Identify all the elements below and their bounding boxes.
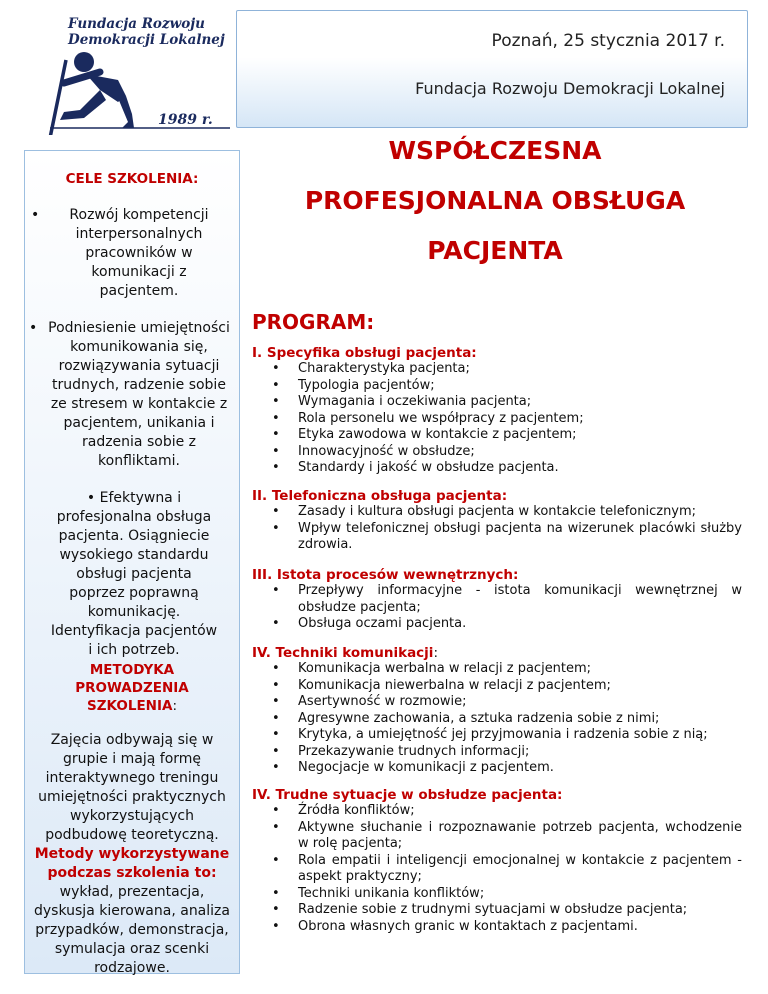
goal-item-1: Rozwój kompetencji interpersonalnych pracowników w komunikacji z pacjentem. (69, 207, 209, 299)
bullet-icon: • (272, 443, 280, 459)
list-item (272, 460, 742, 477)
bullet-icon: • (272, 852, 280, 868)
program-section-1 (252, 345, 742, 477)
sidebar (24, 150, 240, 974)
section-title-colon: : (433, 645, 439, 661)
list-item-text: Wpływ telefonicznej obsługi pacjenta na wizerunek placówki służby zdrowia. (298, 520, 742, 552)
program-section-4 (252, 645, 742, 777)
bullet-icon: • (272, 694, 280, 709)
bullet-icon: • (272, 885, 280, 901)
method-list: wykład, prezentacja, dyskusja kierowana, analiza przypadków, demonstracja, symulacja oraz scenki rodzajowe. (34, 884, 230, 976)
foundation-logo (40, 10, 230, 135)
list-item-text: Radzenie sobie z trudnymi sytuacjami w obsłudze pacjenta; (298, 902, 688, 917)
program-section-5 (252, 787, 742, 935)
list-item-text: Wymagania i oczekiwania pacjenta; (298, 394, 532, 409)
list-item (272, 520, 742, 554)
goals-heading: CELE SZKOLENIA: (65, 171, 199, 187)
bullet-icon: • (272, 803, 280, 818)
list-item (272, 819, 742, 853)
list-item (272, 361, 742, 378)
program-section-3 (252, 567, 742, 633)
title-line-3: PACJENTA (427, 236, 563, 265)
list-item-text: Etyka zawodowa w kontakcie z pacjentem; (298, 427, 577, 442)
bullet-icon: • (272, 918, 280, 934)
bullet-icon: • (272, 710, 280, 726)
list-item (272, 677, 742, 695)
list-item-text: Charakterystyka pacjenta; (298, 361, 470, 376)
bullet-icon: • (272, 727, 280, 742)
section-title-text: IV. Techniki komunikacji (252, 645, 434, 661)
logo-year: 1989 r. (158, 112, 213, 128)
method-heading (55, 661, 209, 715)
list-item (272, 918, 742, 936)
section-title (252, 645, 742, 661)
list-item-text: Przepływy informacyjne - istota komunikacji wewnętrznej w obsłudze pacjenta; (298, 583, 742, 615)
list-item (272, 902, 742, 919)
list-item (272, 710, 742, 728)
list-item-text: Rola empatii i inteligencji emocjonalnej w kontakcie z pacjentem - aspekt praktyczny; (298, 852, 742, 884)
list-item (272, 443, 742, 461)
header-box (236, 10, 748, 128)
list-item-text: Standardy i jakość w obsłudze pacjenta. (298, 460, 559, 475)
logo-org-line1: Fundacja Rozwoju (68, 16, 205, 32)
list-item (272, 743, 742, 761)
list-item-text: Komunikacja werbalna w relacji z pacjentem; (298, 661, 592, 676)
list-item-text: Źródła konfliktów; (298, 803, 415, 818)
section-title: III. Istota procesów wewnętrznych: (252, 567, 519, 583)
title-line-2: PROFESJONALNA OBSŁUGA (304, 186, 686, 215)
bullet-icon: • (272, 394, 280, 409)
bullet-icon: • (272, 743, 280, 759)
list-item-text: Typologia pacjentów; (298, 377, 435, 393)
bullet-icon: • (272, 902, 280, 917)
list-item-text: Krytyka, a umiejętność jej przyjmowania i radzenia sobie z nią; (298, 727, 708, 742)
list-item (272, 616, 742, 633)
bullet-icon: • (272, 460, 280, 475)
method-text: Zajęcia odbywają się w grupie i mają formę interaktywnego treningu umiejętności praktycznych wykorzystujących podbudowę teoretyczną. (38, 732, 226, 843)
list-item-text: Obsługa oczami pacjenta. (298, 616, 467, 631)
bullet-icon: • (272, 760, 280, 775)
list-item-text: Negocjacje w komunikacji z pacjentem. (298, 760, 554, 775)
bullet-icon: • (272, 427, 280, 442)
list-item-text: Innowacyjność w obsłudze; (298, 443, 475, 459)
bullet-icon: • (272, 616, 280, 631)
list-item (272, 727, 742, 744)
header-organization: Fundacja Rozwoju Demokracji Lokalnej (415, 79, 725, 98)
list-item (272, 852, 742, 886)
document-date: Poznań, 25 stycznia 2017 r. (491, 31, 725, 51)
method-heading-colon: : (172, 698, 177, 714)
section-title: IV. Trudne sytuacje w obsłudze pacjenta: (252, 787, 563, 803)
bullet-icon: • (272, 583, 280, 598)
bullet-icon: • (272, 661, 280, 676)
bullet-icon: • (272, 361, 280, 376)
list-item (272, 694, 742, 711)
logo-org-line2: Demokracji Lokalnej (68, 32, 225, 48)
bullet-icon: • (272, 819, 280, 835)
bullet-icon: • (272, 504, 280, 519)
list-item (272, 583, 742, 616)
method-heading-text: METODYKA PROWADZENIA SZKOLENIA (75, 662, 189, 714)
bullet-icon: • (272, 377, 280, 393)
list-item-text: Przekazywanie trudnych informacji; (298, 743, 530, 759)
list-item (272, 410, 742, 428)
list-item (272, 661, 742, 678)
program-section-2 (252, 488, 742, 554)
goal-item-2: Podniesienie umiejętności komunikowania się, rozwiązywania sytuacji trudnych, radzenie sobie ze stresem w kontakcie z pacjentem, unikania i radzenia sobie z konfliktami. (48, 320, 230, 469)
bullet-icon: • (272, 677, 280, 693)
list-item-text: Aktywne słuchanie i rozpoznawanie potrzeb pacjenta, wchodzenie w rolę pacjenta; (298, 819, 742, 851)
list-item (272, 394, 742, 411)
list-item-text: Obrona własnych granic w kontaktach z pacjentami. (298, 918, 638, 934)
title-line-1: WSPÓŁCZESNA (388, 136, 602, 165)
goal-item-3-text: Efektywna i profesjonalna obsługa pacjenta. Osiągniecie wysokiego standardu obsługi pacjenta poprzez poprawną komunikację. Identyfikacja pacjentów i ich potrzeb. (50, 490, 218, 658)
section-title: II. Telefoniczna obsługa pacjenta: (252, 488, 508, 504)
bullet-icon: • (31, 207, 40, 223)
list-item (272, 504, 742, 521)
method-description (31, 731, 233, 978)
bullet-icon: • (86, 490, 96, 506)
list-item-text: Komunikacja niewerbalna w relacji z pacjentem; (298, 677, 611, 693)
bullet-icon: • (29, 320, 38, 336)
goal-item-3 (49, 489, 219, 660)
program-heading: PROGRAM: (252, 310, 375, 334)
list-item (272, 803, 742, 820)
list-item-text: Asertywność w rozmowie; (298, 694, 467, 709)
bullet-icon: • (272, 410, 280, 426)
list-item-text: Rola personelu we współpracy z pacjentem; (298, 410, 584, 426)
method-list-label: Metody wykorzystywane podczas szkolenia to: (34, 846, 230, 881)
list-item (272, 885, 742, 903)
list-item (272, 427, 742, 444)
list-item-text: Agresywne zachowania, a sztuka radzenia sobie z nimi; (298, 710, 660, 726)
list-item (272, 377, 742, 395)
bullet-icon: • (272, 520, 280, 536)
list-item-text: Zasady i kultura obsługi pacjenta w kontakcie telefonicznym; (298, 504, 697, 519)
list-item (272, 760, 742, 777)
list-item-text: Techniki unikania konfliktów; (298, 885, 485, 901)
section-title: I. Specyfika obsługi pacjenta: (252, 345, 477, 361)
